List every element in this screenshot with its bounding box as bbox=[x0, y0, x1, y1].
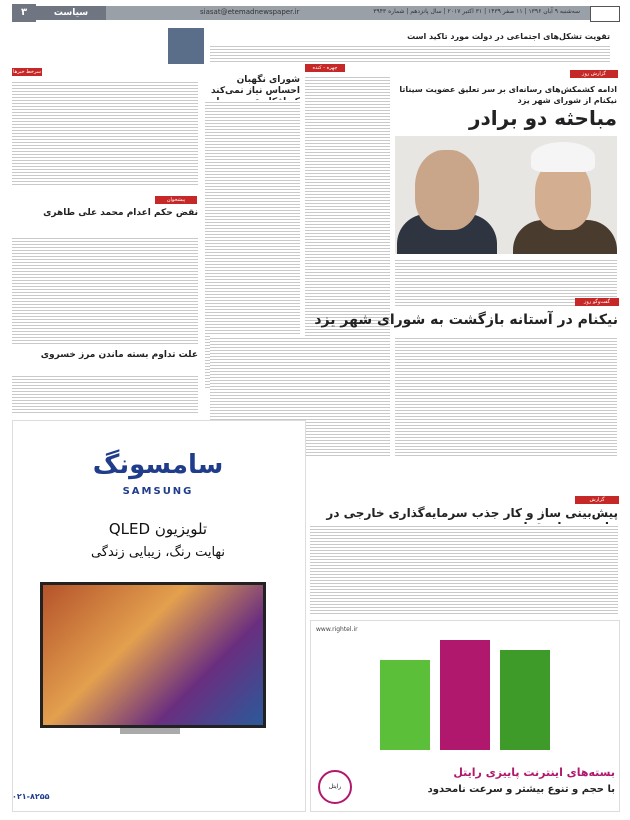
photo-figure-left-face bbox=[415, 150, 479, 230]
story7-headline: پیش‌بینی ساز و کار جذب سرمایه‌گذاری خارجی در bbox=[326, 506, 618, 520]
story2-headline: شورای نگهبان احساس نیاز نمی‌کند bbox=[210, 75, 300, 96]
issue-info: سه‌شنبه ۹ آبان ۱۳۹۶ | ۱۱ صفر ۱۴۳۹ | ۳۱ اکتبر ۲۰۱۷ | سال پانزدهم | شماره ۳۹۴۳ bbox=[373, 8, 580, 15]
story5-headline: علت تداوم بسته ماندن مرز خسروی bbox=[40, 350, 198, 360]
rightel-website[interactable]: www.rightel.ir bbox=[316, 626, 358, 633]
story7-body-text bbox=[310, 524, 618, 614]
samsung-brand-fa: سامسونگ bbox=[92, 450, 224, 480]
green-arrow-icon bbox=[500, 650, 550, 750]
rightel-arrows-graphic bbox=[380, 640, 550, 750]
story7-kicker: گزارش bbox=[575, 496, 619, 504]
samsung-phone: ۰۲۱-۸۲۵۵ bbox=[12, 792, 50, 801]
lead-title: تقویت تشکل‌های اجتماعی در دولت مورد تاکید است bbox=[407, 32, 610, 41]
samsung-brand-en: SAMSUNG bbox=[122, 486, 194, 497]
story4-headline: نقض حکم اعدام محمد علی طاهری bbox=[43, 208, 198, 218]
page-header bbox=[0, 0, 630, 26]
story1-photo bbox=[395, 136, 617, 254]
photo-figure-right-turban bbox=[531, 142, 595, 172]
rightel-subline: با حجم و تنوع بیشتر و سرعت نامحدود bbox=[427, 784, 615, 795]
story1-headline: مباحثه دو برادر bbox=[469, 106, 617, 130]
newspaper-logo-icon bbox=[590, 6, 620, 22]
story4-body-text bbox=[12, 236, 198, 346]
samsung-tagline: نهایت رنگ، زیبایی زندگی bbox=[90, 545, 226, 560]
rightel-headline: بسته‌های اینترنت پاییزی رایتل bbox=[453, 766, 615, 779]
story1-deck: ادامه کشمکش‌های رسانه‌ای بر سر تعلیق عضویت سیناتا نیکنام از شورای شهر یزد bbox=[399, 85, 617, 105]
story6-headline: نیکنام در آستانه بازگشت به شورای شهر یزد bbox=[314, 312, 618, 328]
story5-body-text bbox=[12, 374, 198, 414]
lead-author-photo bbox=[168, 28, 204, 64]
story1-kicker: گزارش روز bbox=[570, 70, 618, 78]
story6-kicker: گفت‌وگو روز bbox=[575, 298, 619, 306]
rightel-logo: رایتل bbox=[318, 770, 352, 804]
samsung-product: تلویزیون QLED bbox=[108, 520, 208, 538]
section-email[interactable]: siasat@etemadnewspaper.ir bbox=[200, 8, 300, 16]
magenta-arrow-icon bbox=[440, 640, 490, 750]
lead-body-text bbox=[210, 44, 610, 64]
story3-kicker: سرخط خبرها bbox=[13, 69, 41, 75]
tv-image bbox=[40, 582, 266, 728]
news-briefs-text bbox=[12, 80, 198, 185]
page-number: ۳ bbox=[12, 4, 36, 22]
tv-stand bbox=[120, 728, 180, 734]
green-arrow-icon bbox=[380, 660, 430, 750]
section-title: سیاست bbox=[36, 6, 106, 20]
story6-body-text-a bbox=[395, 336, 617, 456]
story4-kicker: پیشخوان bbox=[155, 196, 197, 204]
story2-kicker: چهره - کنده bbox=[305, 64, 345, 72]
